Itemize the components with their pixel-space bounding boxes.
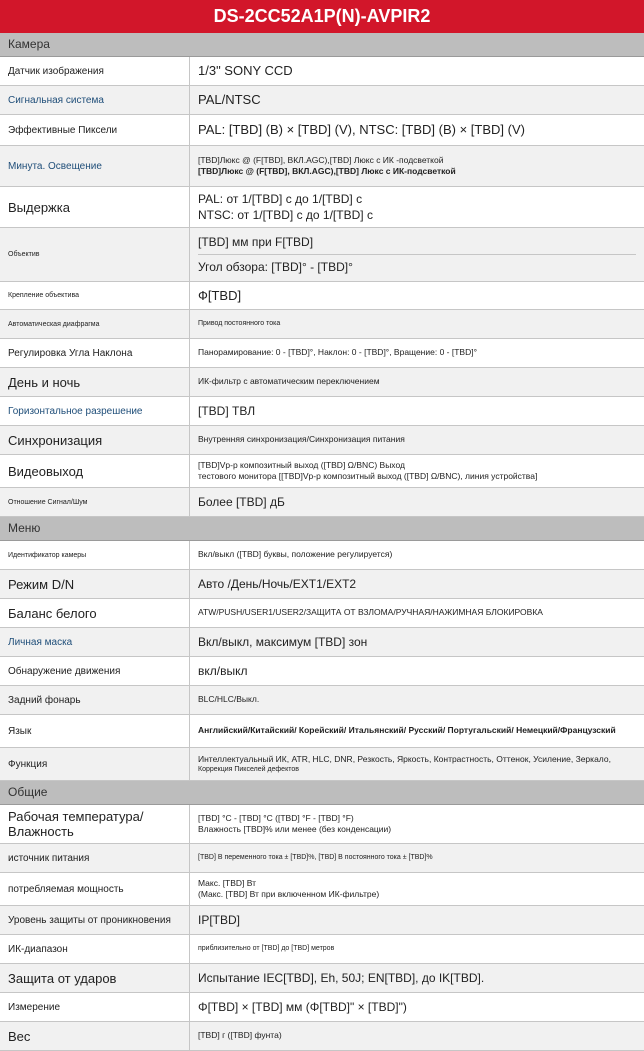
row-value — [190, 873, 644, 905]
row-label: Режим D/N — [0, 570, 190, 598]
row-label: Датчик изображения — [0, 57, 190, 85]
table-row — [0, 844, 644, 873]
row-value: вкл/выкл — [198, 663, 248, 678]
table-row — [0, 657, 644, 686]
table-row — [0, 187, 644, 228]
row-value-line: [TBD]Vp-p композитный выход ([TBD] Ω/BNC) Выход — [198, 459, 405, 470]
table-row — [0, 686, 644, 715]
row-value-line: тестового монитора [[TBD]Vp-p композитный выход ([TBD] Ω/BNC), линия устройства] — [198, 471, 538, 481]
table-row — [0, 488, 644, 517]
table-row — [0, 339, 644, 368]
row-label: Сигнальная система — [0, 86, 190, 114]
row-value-line: [TBD] мм при F[TBD] — [198, 234, 314, 249]
section-menu: Меню — [0, 517, 644, 541]
row-label: Регулировка Угла Наклона — [0, 339, 190, 367]
row-label: Функция — [0, 748, 190, 780]
table-row — [0, 805, 644, 844]
row-label: Синхронизация — [0, 426, 190, 454]
row-value: Привод постоянного тока — [198, 320, 281, 328]
row-value: PAL: [TBD] (В) × [TBD] (V), NTSC: [TBD] (В) × [TBD] (V) — [198, 122, 525, 138]
table-row — [0, 368, 644, 397]
row-value-line: Угол обзора: [TBD]° - [TBD]° — [198, 254, 636, 275]
row-value — [190, 228, 644, 281]
section-general: Общие — [0, 781, 644, 805]
table-row — [0, 426, 644, 455]
row-value: BLC/HLC/Выкл. — [198, 694, 260, 705]
table-row — [0, 715, 644, 748]
row-label: День и ночь — [0, 368, 190, 396]
row-value — [190, 748, 644, 780]
row-label: Личная маска — [0, 628, 190, 656]
row-label: Минута. Освещение — [0, 146, 190, 186]
row-label: Видеовыход — [0, 455, 190, 487]
row-value-line: [TBD]Люкс @ (F[TBD], ВКЛ.AGC),[TBD] Люкс с ИК -подсветкой — [198, 154, 444, 165]
row-value-line: (Макс. [TBD] Вт при включенном ИК-фильтре) — [198, 889, 380, 899]
row-label: Баланс белого — [0, 599, 190, 627]
row-label: Измерение — [0, 993, 190, 1021]
table-row — [0, 1022, 644, 1051]
section-camera: Камера — [0, 33, 644, 57]
row-label: Эффективные Пиксели — [0, 115, 190, 145]
table-row — [0, 964, 644, 993]
row-value-line: Коррекция Пикселей дефектов — [198, 766, 299, 774]
table-row — [0, 397, 644, 426]
table-row — [0, 873, 644, 906]
row-value: [TBD] ТВЛ — [198, 403, 256, 418]
table-row — [0, 906, 644, 935]
table-row — [0, 57, 644, 86]
row-value: [TBD] В переменного тока ± [TBD]%, [TBD] В постоянного тока ± [TBD]% — [198, 854, 433, 862]
table-row — [0, 748, 644, 781]
row-value: Ф[TBD] — [198, 287, 242, 303]
row-value: Панорамирование: 0 - [TBD]°, Наклон: 0 - [TBD]°, Вращение: 0 - [TBD]° — [198, 347, 477, 358]
row-value-line: [TBD] °C - [TBD] °C ([TBD] °F - [TBD] °F) — [198, 812, 354, 823]
row-label: Рабочая температура/Влажность — [0, 805, 190, 843]
row-value: IP[TBD] — [198, 912, 241, 927]
table-row — [0, 282, 644, 310]
table-row — [0, 146, 644, 187]
row-label: Горизонтальное разрешение — [0, 397, 190, 425]
row-value: Вкл/выкл ([TBD] буквы, положение регулируется) — [198, 549, 393, 560]
table-row — [0, 599, 644, 628]
table-row — [0, 935, 644, 964]
row-label: Выдержка — [0, 187, 190, 227]
row-label: Вес — [0, 1022, 190, 1050]
row-value: ИК-фильтр с автоматическим переключением — [198, 376, 380, 387]
page-title: DS-2CC52A1P(N)-AVPIR2 — [0, 0, 644, 33]
row-value-line: Макс. [TBD] Вт — [198, 877, 257, 888]
row-value: ATW/PUSH/USER1/USER2/ЗАЩИТА ОТ ВЗЛОМА/РУЧНАЯ/НАЖИМНАЯ БЛОКИРОВКА — [198, 607, 543, 618]
row-label: Автоматическая диафрагма — [0, 310, 190, 338]
row-value — [190, 805, 644, 843]
row-value: Авто /День/Ночь/EXT1/EXT2 — [198, 576, 357, 591]
row-label: Объектив — [0, 228, 190, 281]
row-value-line: Интеллектуальный ИК, ATR, HLC, DNR, Резкость, Яркость, Контрастность, Оттенок, Усиление, Зеркало, — [198, 753, 611, 764]
table-row — [0, 570, 644, 599]
table-row — [0, 115, 644, 146]
row-value — [190, 455, 644, 487]
row-label: Идентификатор камеры — [0, 541, 190, 569]
row-value: приблизительно от [TBD] до [TBD] метров — [198, 945, 335, 953]
row-value — [190, 187, 644, 227]
row-value: [TBD] г ([TBD] фунта) — [198, 1030, 282, 1041]
row-value: Вкл/выкл, максимум [TBD] зон — [198, 634, 368, 649]
row-value-line: PAL: от 1/[TBD] с до 1/[TBD] с — [198, 191, 363, 206]
table-row — [0, 86, 644, 115]
row-value: 1/3" SONY CCD — [198, 63, 293, 79]
row-value: Испытание IEC[TBD], Eh, 50J; EN[TBD], до IK[TBD]. — [198, 970, 485, 985]
row-label: Задний фонарь — [0, 686, 190, 714]
row-value: Φ[TBD] × [TBD] мм (Φ[TBD]" × [TBD]") — [198, 999, 407, 1014]
row-value-line: NTSC: от 1/[TBD] с до 1/[TBD] с — [198, 208, 373, 222]
row-value — [190, 146, 644, 186]
row-label: Уровень защиты от проникновения — [0, 906, 190, 934]
table-row — [0, 455, 644, 488]
row-value: Более [TBD] дБ — [198, 494, 285, 509]
table-row — [0, 541, 644, 570]
row-value-line: Влажность [TBD]% или менее (без конденсации) — [198, 824, 392, 834]
table-row — [0, 228, 644, 282]
row-label: Язык — [0, 715, 190, 747]
row-label: источник питания — [0, 844, 190, 872]
row-label: Защита от ударов — [0, 964, 190, 992]
row-label: потребляемая мощность — [0, 873, 190, 905]
row-label: Обнаружение движения — [0, 657, 190, 685]
row-value-line: [TBD]Люкс @ (F[TBD], ВКЛ.AGC),[TBD] Люкс с ИК-подсветкой — [198, 166, 456, 176]
table-row — [0, 310, 644, 339]
table-row — [0, 628, 644, 657]
row-label: Крепление объектива — [0, 282, 190, 309]
row-label: ИК-диапазон — [0, 935, 190, 963]
row-value: Английский/Китайский/ Корейский/ Итальянский/ Русский/ Португальский/ Немецкий/Французский — [198, 725, 616, 736]
row-label: Отношение Сигнал/Шум — [0, 488, 190, 516]
row-value: PAL/NTSC — [198, 92, 261, 108]
row-value: Внутренняя синхронизация/Синхронизация питания — [198, 434, 405, 445]
